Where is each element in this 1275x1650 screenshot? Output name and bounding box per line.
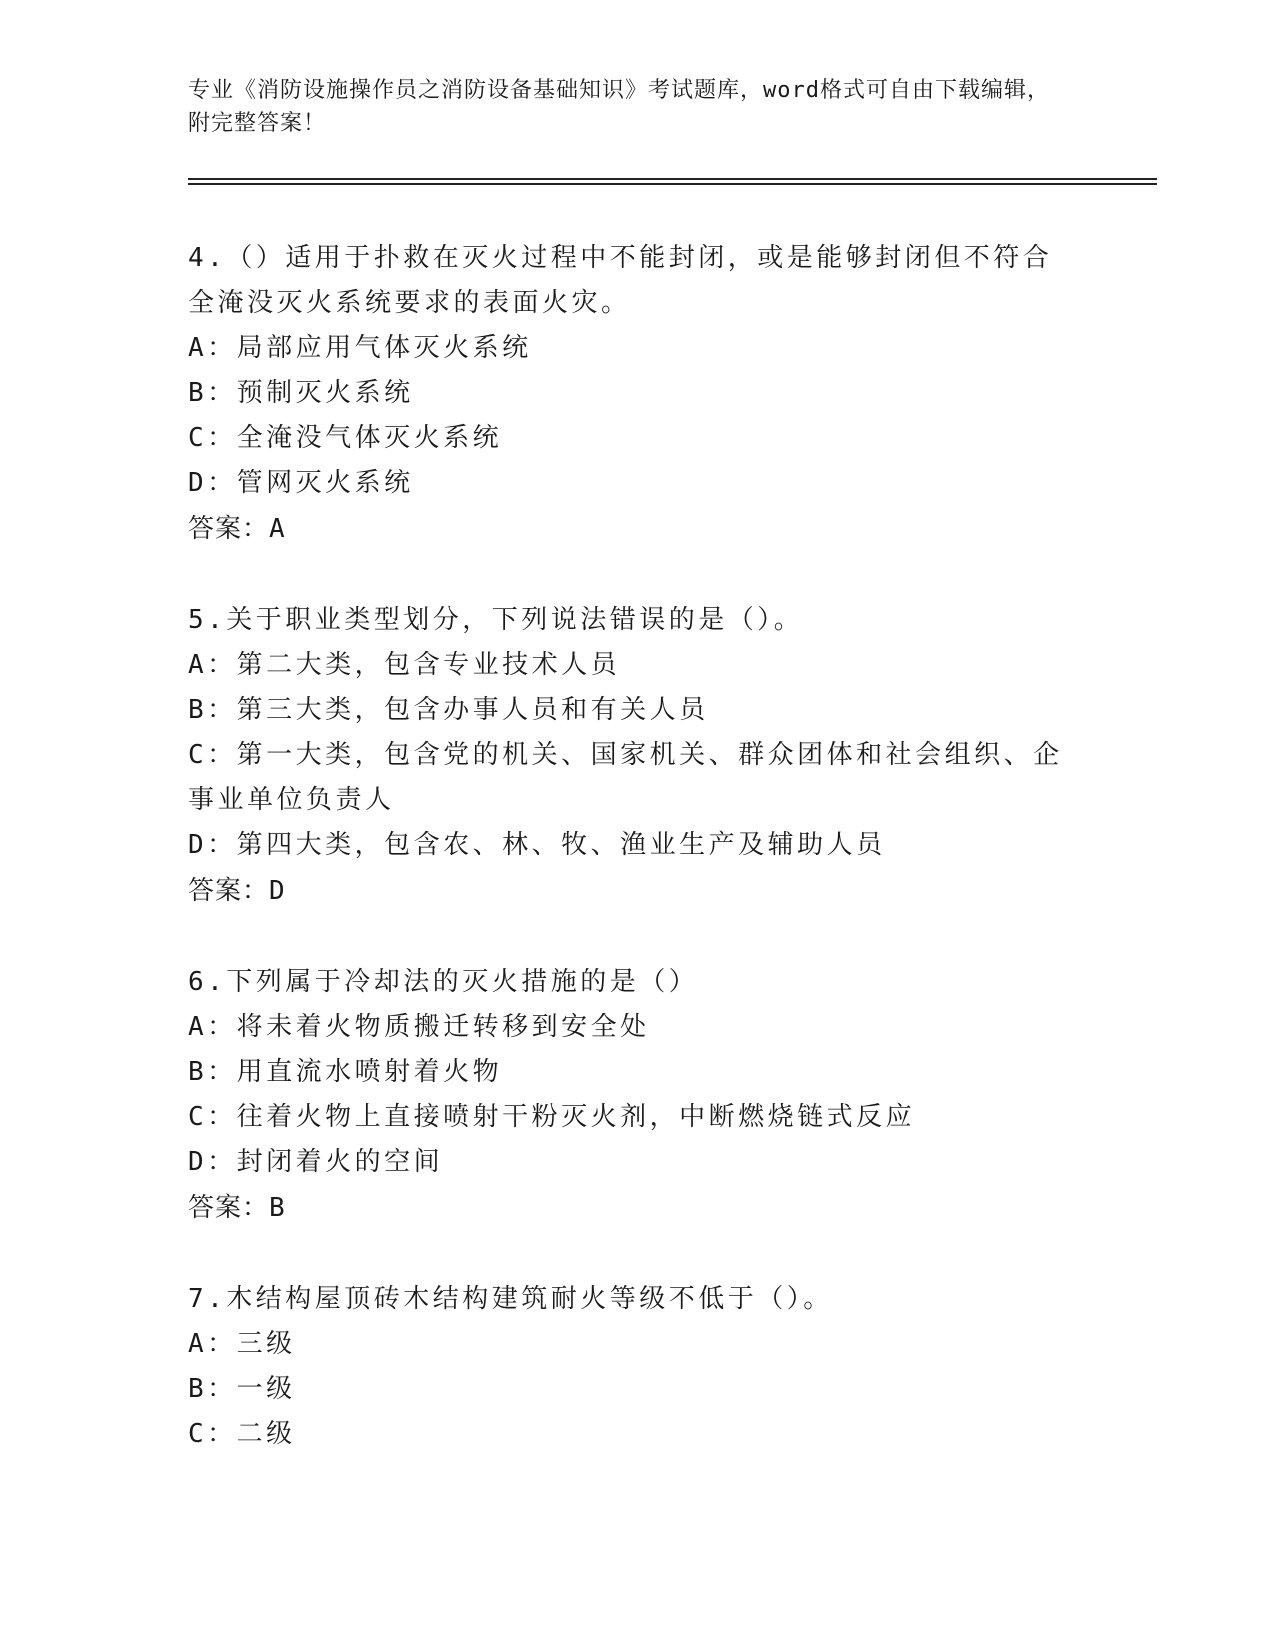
document-header: 专业《消防设施操作员之消防设备基础知识》考试题库，word格式可自由下载编辑，附完整答案！ bbox=[188, 78, 1050, 136]
question-list bbox=[188, 236, 1088, 1503]
option-c: C：全淹没气体灭火系统 bbox=[188, 423, 503, 453]
answer-value: B bbox=[269, 1193, 286, 1223]
answer-label: 答案： bbox=[188, 514, 270, 544]
option-a: A：局部应用气体灭火系统 bbox=[188, 333, 532, 363]
answer-label: 答案： bbox=[188, 1193, 270, 1223]
option-c: C：往着火物上直接喷射干粉灭火剂，中断燃烧链式反应 bbox=[188, 1102, 916, 1132]
answer-line bbox=[188, 1185, 1088, 1231]
question-5 bbox=[188, 598, 1088, 914]
question-stem: 7.木结构屋顶砖木结构建筑耐火等级不低于（）。 bbox=[188, 1284, 833, 1314]
option-a: A：将未着火物质搬迁转移到安全处 bbox=[188, 1012, 650, 1042]
option-b: B：用直流水喷射着火物 bbox=[188, 1057, 503, 1087]
option-d: D：第四大类，包含农、林、牧、渔业生产及辅助人员 bbox=[188, 830, 886, 860]
question-stem: 6.下列属于冷却法的灭火措施的是（） bbox=[188, 967, 699, 997]
question-stem: 5.关于职业类型划分，下列说法错误的是（）。 bbox=[188, 605, 804, 635]
answer-label: 答案： bbox=[188, 876, 270, 906]
question-7 bbox=[188, 1277, 1088, 1457]
option-a: A：第二大类，包含专业技术人员 bbox=[188, 650, 621, 680]
answer-line bbox=[188, 506, 1088, 552]
option-b: B：一级 bbox=[188, 1374, 296, 1404]
option-d: D：管网灭火系统 bbox=[188, 468, 414, 498]
header-divider-bottom bbox=[188, 183, 1157, 185]
option-b: B：预制灭火系统 bbox=[188, 378, 414, 408]
question-4 bbox=[188, 236, 1088, 552]
answer-value: A bbox=[269, 514, 286, 544]
answer-value: D bbox=[269, 876, 286, 906]
question-stem: 4.（）适用于扑救在灭火过程中不能封闭，或是能够封闭但不符合全淹没灭火系统要求的表面火灾。 bbox=[188, 243, 1053, 318]
option-d: D：封闭着火的空间 bbox=[188, 1147, 444, 1177]
option-c: C：第一大类，包含党的机关、国家机关、群众团体和社会组织、企事业单位负责人 bbox=[188, 740, 1063, 815]
option-c: C：二级 bbox=[188, 1419, 296, 1449]
header-divider-top bbox=[188, 178, 1157, 180]
option-a: A：三级 bbox=[188, 1329, 296, 1359]
option-b: B：第三大类，包含办事人员和有关人员 bbox=[188, 695, 709, 725]
question-6 bbox=[188, 960, 1088, 1231]
answer-line bbox=[188, 868, 1088, 914]
